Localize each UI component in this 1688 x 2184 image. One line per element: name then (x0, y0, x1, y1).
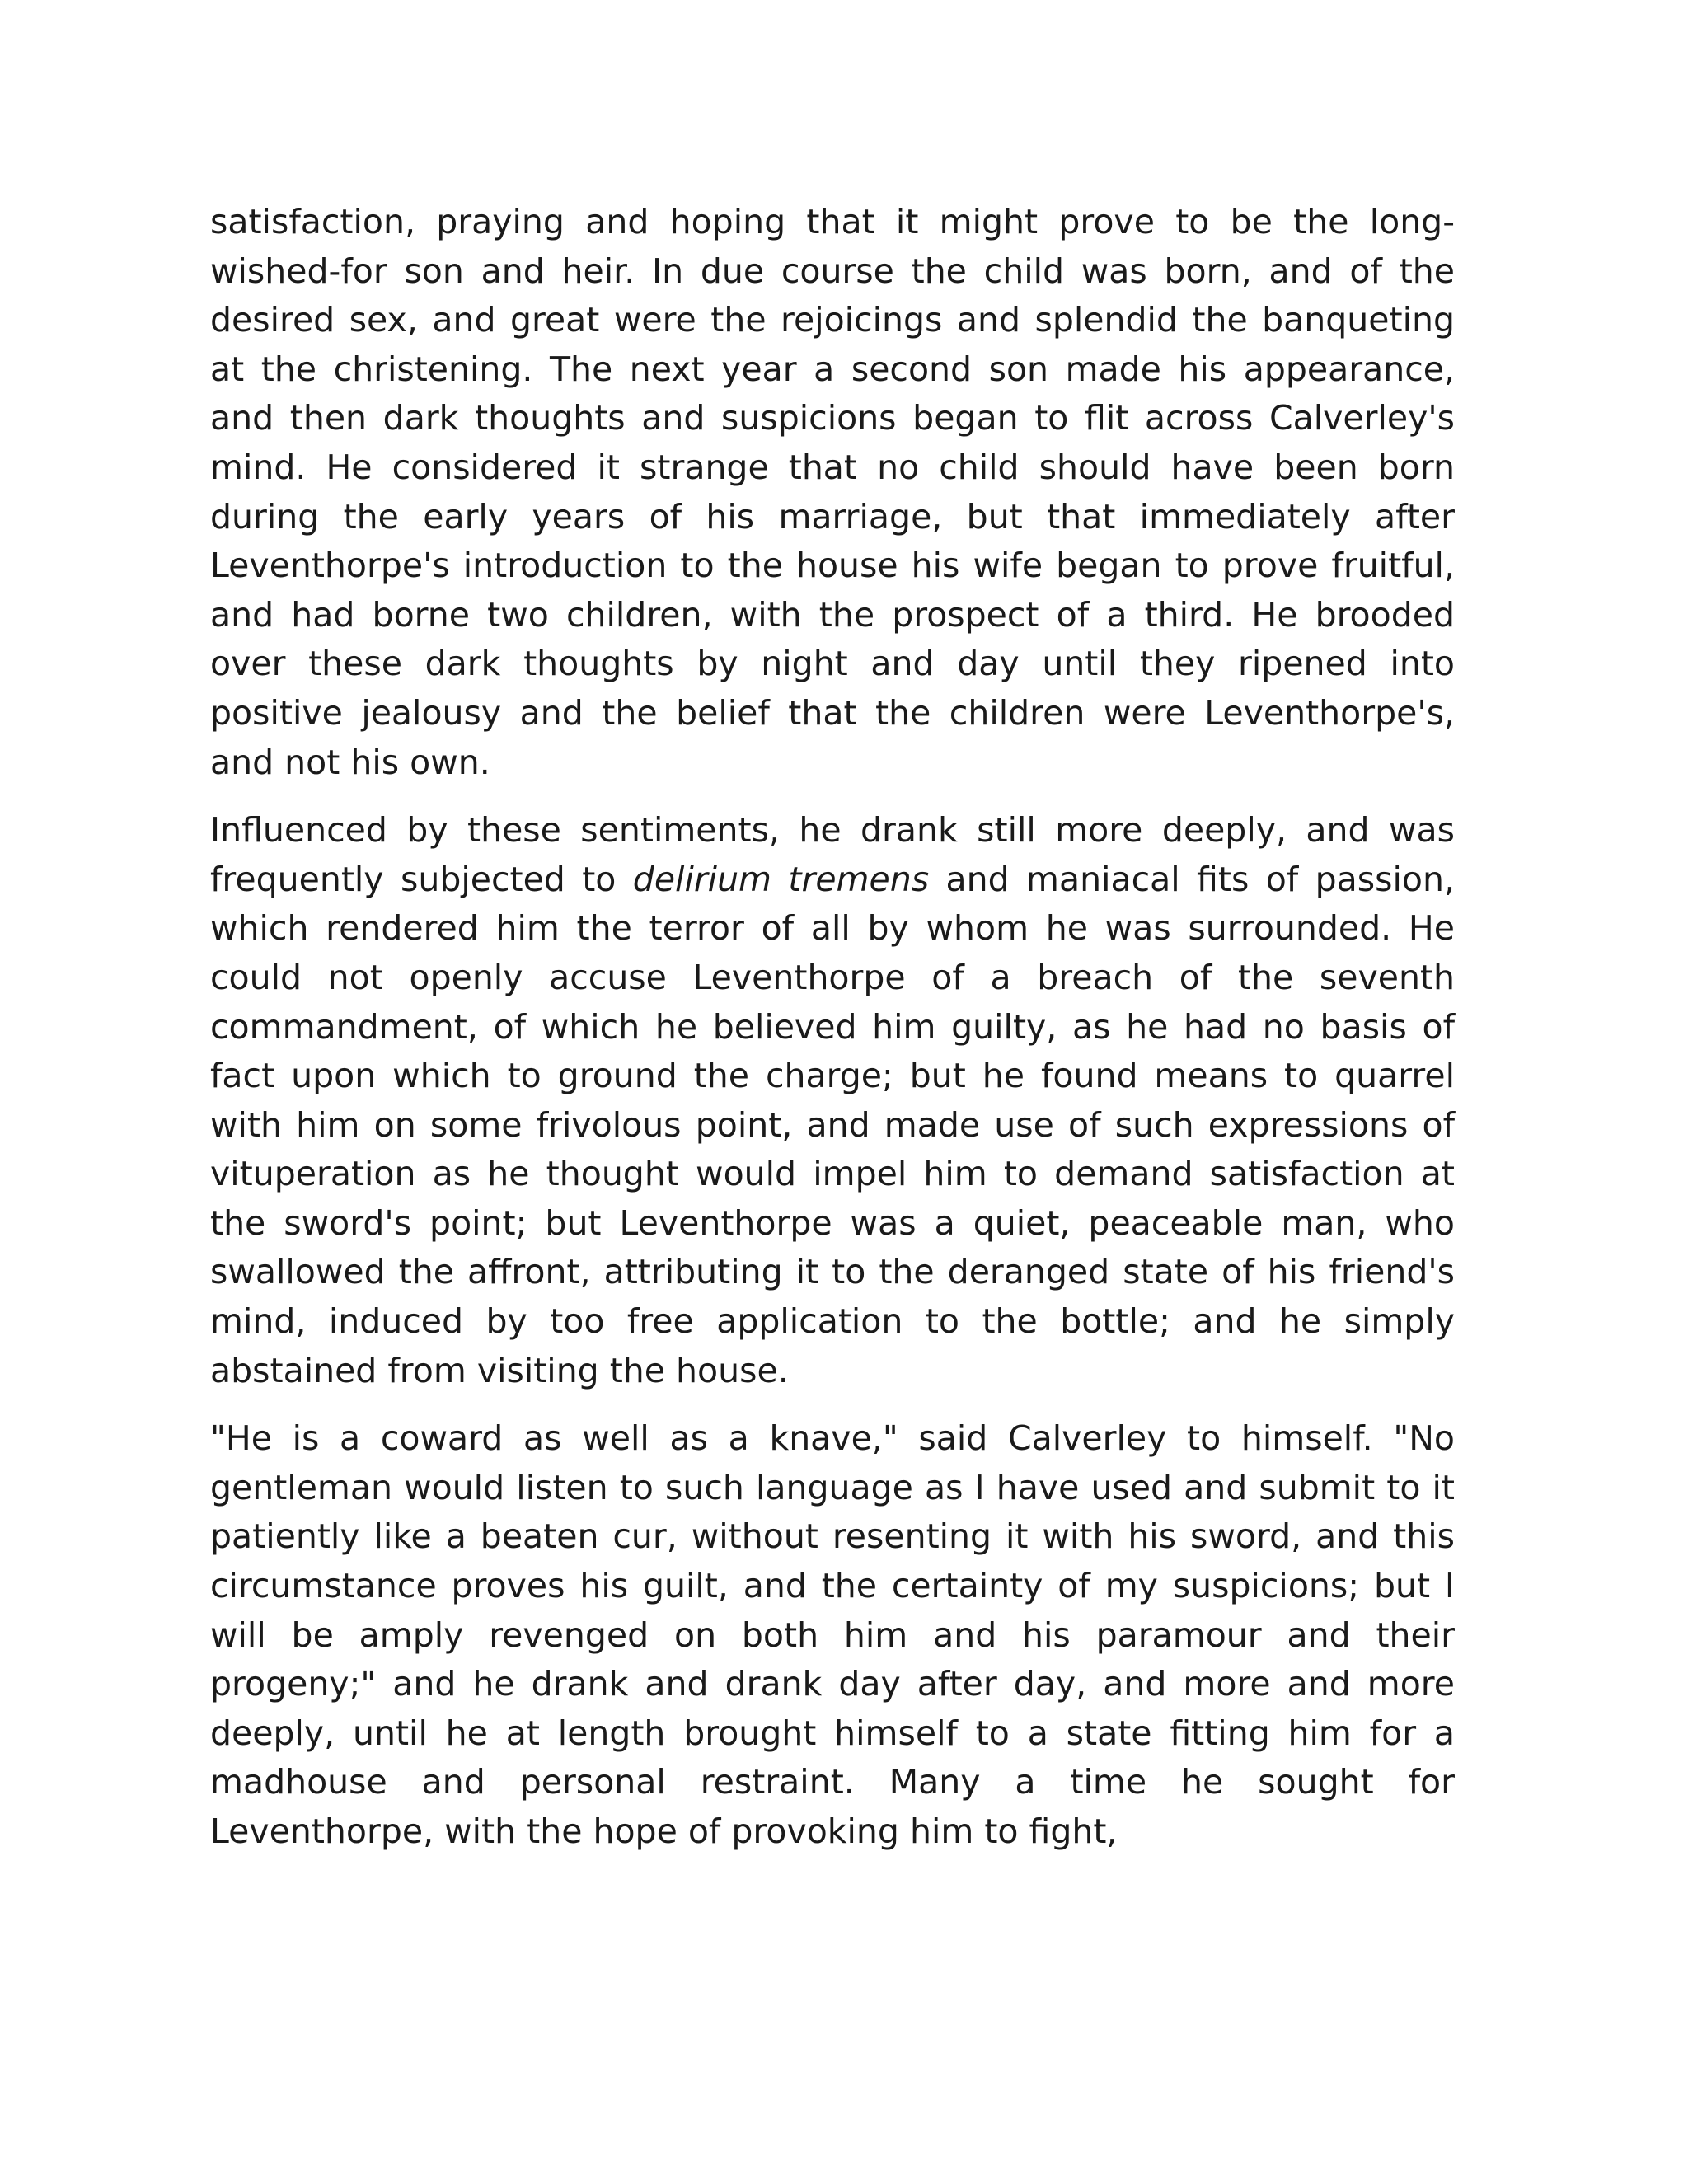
paragraph-text: satisfaction, praying and hoping that it might prove to be the long-wished-for son and heir. In due course the child was born, and of the desired sex, and great were the rejoicings and splendid the banqueting at the christening. The next year a second son made his appearance, and then dark thoughts and suspicions began to flit across Calverley's mind. He considered it strange that no child should have been born during the early years of his marriage, but that immediately after Leventhorpe's introduction to the house his wife began to prove fruitful, and had borne two children, with the prospect of a third. He brooded over these dark thoughts by night and day until they ripened into positive jealousy and the belief that the children were Leventhorpe's, and not his own. (210, 202, 1455, 782)
paragraph-text: "He is a coward as well as a knave," said Calverley to himself. "No gentleman would listen to such language as I have used and submit to it patiently like a beaten cur, without resenting it with his sword, and this circumstance proves his guilt, and the certainty of my suspicions; but I will be amply revenged on both him and his paramour and their progeny;" and he drank and drank day after day, and more and more deeply, until he at length brought himself to a state fitting him for a madhouse and personal restraint. Many a time he sought for Leventhorpe, with the hope of provoking him to fight, (210, 1418, 1455, 1851)
paragraph-1 (210, 198, 1455, 787)
italic-phrase: delirium tremens (632, 859, 930, 899)
paragraph-3 (210, 1414, 1455, 1856)
page-body (210, 198, 1455, 1857)
paragraph-2 (210, 806, 1455, 1395)
paragraph-text: and maniacal fits of passion, which rendered him the terror of all by whom he was surrounded. He could not openly accuse Leventhorpe of a breach of the seventh commandment, of which he believed him guilty, as he had no basis of fact upon which to ground the charge; but he found means to quarrel with him on some frivolous point, and made use of such expressions of vituperation as he thought would impel him to demand satisfaction at the sword's point; but Leventhorpe was a quiet, peaceable man, who swallowed the affront, attributing it to the deranged state of his friend's mind, induced by too free application to the bottle; and he simply abstained from visiting the house. (210, 859, 1455, 1390)
paragraph-text: Influenced by these sentiments, he drank still more deeply, and was frequently subjected to (210, 810, 1455, 899)
